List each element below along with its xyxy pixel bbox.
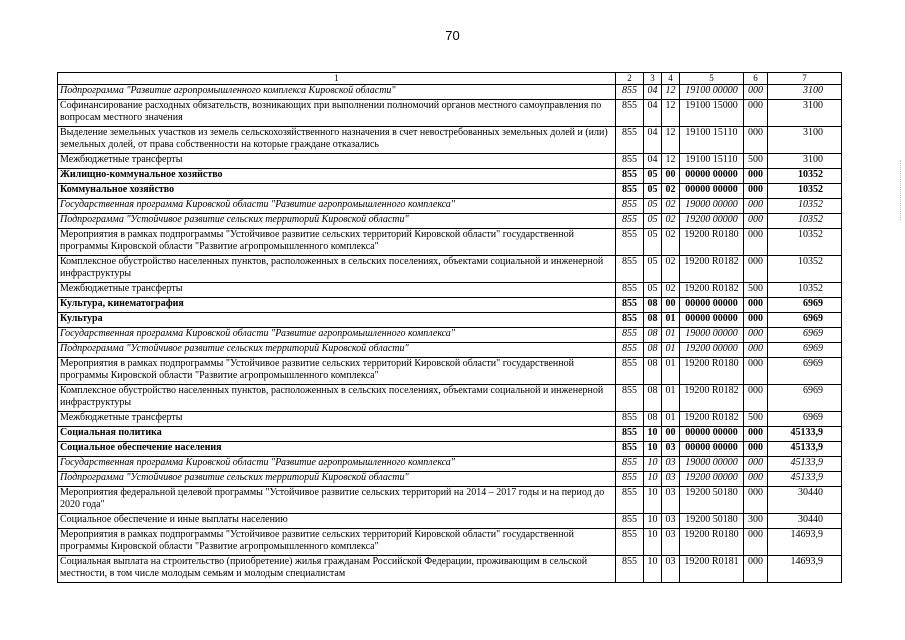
section-code-cell: 08 xyxy=(644,298,662,313)
ministry-code-cell: 855 xyxy=(616,229,644,256)
target-article-cell: 19100 15110 xyxy=(680,127,744,154)
table-header-row xyxy=(58,73,842,85)
amount-cell: 45133,9 xyxy=(768,472,842,487)
row-name-cell: Мероприятия в рамках подпрограммы "Устойчивое развитие сельских территорий Кировской области" государственной программы Кировской области "Развитие агропромышленного комплекса" xyxy=(58,358,616,385)
subsection-code-cell: 01 xyxy=(662,313,680,328)
target-article-cell: 19200 R0180 xyxy=(680,529,744,556)
expense-type-cell: 000 xyxy=(744,199,768,214)
amount-cell: 45133,9 xyxy=(768,457,842,472)
row-name-cell: Подпрограмма "Устойчивое развитие сельских территорий Кировской области" xyxy=(58,214,616,229)
row-name-cell: Жилищно-коммунальное хозяйство xyxy=(58,169,616,184)
table-row xyxy=(58,127,842,154)
amount-cell: 10352 xyxy=(768,184,842,199)
expense-type-cell: 500 xyxy=(744,283,768,298)
target-article-cell: 00000 00000 xyxy=(680,169,744,184)
column-header: 4 xyxy=(662,73,680,85)
target-article-cell: 00000 00000 xyxy=(680,298,744,313)
table-row xyxy=(58,442,842,457)
ministry-code-cell: 855 xyxy=(616,154,644,169)
subsection-code-cell: 00 xyxy=(662,298,680,313)
table-body xyxy=(58,73,842,583)
target-article-cell: 19200 R0182 xyxy=(680,412,744,427)
subsection-code-cell: 02 xyxy=(662,229,680,256)
ministry-code-cell: 855 xyxy=(616,214,644,229)
column-header: 3 xyxy=(644,73,662,85)
expense-type-cell: 000 xyxy=(744,427,768,442)
ministry-code-cell: 855 xyxy=(616,457,644,472)
ministry-code-cell: 855 xyxy=(616,529,644,556)
expense-type-cell: 000 xyxy=(744,256,768,283)
target-article-cell: 19200 R0180 xyxy=(680,358,744,385)
section-code-cell: 08 xyxy=(644,358,662,385)
target-article-cell: 19200 R0180 xyxy=(680,229,744,256)
expense-type-cell: 000 xyxy=(744,328,768,343)
target-article-cell: 19200 50180 xyxy=(680,514,744,529)
table-row xyxy=(58,283,842,298)
section-code-cell: 10 xyxy=(644,442,662,457)
section-code-cell: 04 xyxy=(644,127,662,154)
row-name-cell: Социальное обеспечение и иные выплаты населению xyxy=(58,514,616,529)
section-code-cell: 05 xyxy=(644,169,662,184)
table-row xyxy=(58,169,842,184)
section-code-cell: 08 xyxy=(644,385,662,412)
subsection-code-cell: 01 xyxy=(662,358,680,385)
subsection-code-cell: 12 xyxy=(662,127,680,154)
expense-type-cell: 300 xyxy=(744,514,768,529)
amount-cell: 14693,9 xyxy=(768,556,842,583)
table-row xyxy=(58,487,842,514)
table-row xyxy=(58,199,842,214)
subsection-code-cell: 03 xyxy=(662,472,680,487)
target-article-cell: 19200 R0181 xyxy=(680,556,744,583)
subsection-code-cell: 02 xyxy=(662,283,680,298)
ministry-code-cell: 855 xyxy=(616,556,644,583)
amount-cell: 10352 xyxy=(768,214,842,229)
target-article-cell: 19200 R0182 xyxy=(680,283,744,298)
section-code-cell: 08 xyxy=(644,343,662,358)
target-article-cell: 00000 00000 xyxy=(680,313,744,328)
ministry-code-cell: 855 xyxy=(616,412,644,427)
scan-margin-marks xyxy=(898,160,901,220)
row-name-cell: Подпрограмма "Развитие агропромышленного комплекса Кировской области" xyxy=(58,85,616,100)
ministry-code-cell: 855 xyxy=(616,313,644,328)
target-article-cell: 19200 R0182 xyxy=(680,256,744,283)
expense-type-cell: 000 xyxy=(744,313,768,328)
row-name-cell: Комплексное обустройство населенных пунктов, расположенных в сельских поселениях, объектами социальной и инженерной инфраструктуры xyxy=(58,385,616,412)
subsection-code-cell: 03 xyxy=(662,556,680,583)
ministry-code-cell: 855 xyxy=(616,487,644,514)
target-article-cell: 19000 00000 xyxy=(680,199,744,214)
subsection-code-cell: 03 xyxy=(662,529,680,556)
row-name-cell: Софинансирование расходных обязательств, возникающих при выполнении полномочий органов местного самоуправления по вопросам местного значения xyxy=(58,100,616,127)
section-code-cell: 08 xyxy=(644,328,662,343)
table-row xyxy=(58,229,842,256)
section-code-cell: 04 xyxy=(644,85,662,100)
ministry-code-cell: 855 xyxy=(616,298,644,313)
row-name-cell: Выделение земельных участков из земель сельскохозяйственного назначения в счет невостребованных земельных долей и (или) земельных долей, от права собственности на которые граждане отказались xyxy=(58,127,616,154)
expense-type-cell: 500 xyxy=(744,154,768,169)
amount-cell: 3100 xyxy=(768,154,842,169)
expense-type-cell: 000 xyxy=(744,184,768,199)
section-code-cell: 05 xyxy=(644,256,662,283)
table-row xyxy=(58,256,842,283)
row-name-cell: Социальная выплата на строительство (приобретение) жилья гражданам Российской Федерации, проживающим в сельской местности, в том числе молодым семьям и молодым специалистам xyxy=(58,556,616,583)
section-code-cell: 10 xyxy=(644,427,662,442)
section-code-cell: 08 xyxy=(644,412,662,427)
amount-cell: 45133,9 xyxy=(768,442,842,457)
ministry-code-cell: 855 xyxy=(616,85,644,100)
row-name-cell: Межбюджетные трансферты xyxy=(58,154,616,169)
subsection-code-cell: 03 xyxy=(662,442,680,457)
table-row xyxy=(58,529,842,556)
row-name-cell: Коммунальное хозяйство xyxy=(58,184,616,199)
section-code-cell: 10 xyxy=(644,529,662,556)
expense-type-cell: 000 xyxy=(744,358,768,385)
section-code-cell: 10 xyxy=(644,556,662,583)
amount-cell: 3100 xyxy=(768,85,842,100)
table-row xyxy=(58,298,842,313)
expense-type-cell: 000 xyxy=(744,343,768,358)
amount-cell: 6969 xyxy=(768,298,842,313)
subsection-code-cell: 01 xyxy=(662,328,680,343)
subsection-code-cell: 02 xyxy=(662,199,680,214)
table-row xyxy=(58,514,842,529)
row-name-cell: Государственная программа Кировской области "Развитие агропромышленного комплекса" xyxy=(58,199,616,214)
amount-cell: 6969 xyxy=(768,412,842,427)
subsection-code-cell: 00 xyxy=(662,169,680,184)
amount-cell: 10352 xyxy=(768,283,842,298)
ministry-code-cell: 855 xyxy=(616,256,644,283)
subsection-code-cell: 00 xyxy=(662,427,680,442)
column-header: 6 xyxy=(744,73,768,85)
ministry-code-cell: 855 xyxy=(616,283,644,298)
expense-type-cell: 000 xyxy=(744,127,768,154)
ministry-code-cell: 855 xyxy=(616,442,644,457)
target-article-cell: 19000 00000 xyxy=(680,457,744,472)
expense-type-cell: 000 xyxy=(744,169,768,184)
table-row xyxy=(58,427,842,442)
amount-cell: 6969 xyxy=(768,358,842,385)
expense-type-cell: 000 xyxy=(744,442,768,457)
subsection-code-cell: 03 xyxy=(662,487,680,514)
amount-cell: 14693,9 xyxy=(768,529,842,556)
subsection-code-cell: 12 xyxy=(662,100,680,127)
row-name-cell: Подпрограмма "Устойчивое развитие сельских территорий Кировской области" xyxy=(58,343,616,358)
page-number: 70 xyxy=(445,28,460,43)
budget-table xyxy=(57,72,842,583)
section-code-cell: 04 xyxy=(644,154,662,169)
amount-cell: 6969 xyxy=(768,328,842,343)
table-row xyxy=(58,100,842,127)
section-code-cell: 08 xyxy=(644,313,662,328)
amount-cell: 10352 xyxy=(768,199,842,214)
ministry-code-cell: 855 xyxy=(616,127,644,154)
amount-cell: 10352 xyxy=(768,169,842,184)
amount-cell: 45133,9 xyxy=(768,427,842,442)
target-article-cell: 00000 00000 xyxy=(680,427,744,442)
expense-type-cell: 000 xyxy=(744,556,768,583)
target-article-cell: 00000 00000 xyxy=(680,184,744,199)
row-name-cell: Культура xyxy=(58,313,616,328)
row-name-cell: Подпрограмма "Устойчивое развитие сельских территорий Кировской области" xyxy=(58,472,616,487)
column-header: 5 xyxy=(680,73,744,85)
ministry-code-cell: 855 xyxy=(616,385,644,412)
expense-type-cell: 000 xyxy=(744,85,768,100)
subsection-code-cell: 01 xyxy=(662,412,680,427)
ministry-code-cell: 855 xyxy=(616,328,644,343)
table-row xyxy=(58,358,842,385)
table-row xyxy=(58,328,842,343)
column-header: 7 xyxy=(768,73,842,85)
subsection-code-cell: 02 xyxy=(662,256,680,283)
amount-cell: 10352 xyxy=(768,229,842,256)
expense-type-cell: 500 xyxy=(744,412,768,427)
expense-type-cell: 000 xyxy=(744,487,768,514)
section-code-cell: 10 xyxy=(644,487,662,514)
ministry-code-cell: 855 xyxy=(616,100,644,127)
row-name-cell: Межбюджетные трансферты xyxy=(58,412,616,427)
expense-type-cell: 000 xyxy=(744,214,768,229)
target-article-cell: 19000 00000 xyxy=(680,328,744,343)
amount-cell: 6969 xyxy=(768,313,842,328)
section-code-cell: 04 xyxy=(644,100,662,127)
expense-type-cell: 000 xyxy=(744,472,768,487)
amount-cell: 3100 xyxy=(768,100,842,127)
target-article-cell: 19100 15000 xyxy=(680,100,744,127)
row-name-cell: Социальная политика xyxy=(58,427,616,442)
table-row xyxy=(58,385,842,412)
section-code-cell: 05 xyxy=(644,214,662,229)
table-row xyxy=(58,184,842,199)
row-name-cell: Мероприятия федеральной целевой программы "Устойчивое развитие сельских территорий на 2014 – 2017 годы и на период до 2020 года" xyxy=(58,487,616,514)
column-header: 1 xyxy=(58,73,616,85)
table-row xyxy=(58,472,842,487)
section-code-cell: 10 xyxy=(644,472,662,487)
section-code-cell: 05 xyxy=(644,184,662,199)
target-article-cell: 19200 00000 xyxy=(680,343,744,358)
table-row xyxy=(58,154,842,169)
table-row xyxy=(58,556,842,583)
amount-cell: 30440 xyxy=(768,514,842,529)
subsection-code-cell: 01 xyxy=(662,343,680,358)
section-code-cell: 05 xyxy=(644,229,662,256)
amount-cell: 10352 xyxy=(768,256,842,283)
amount-cell: 6969 xyxy=(768,343,842,358)
expense-type-cell: 000 xyxy=(744,100,768,127)
table-row xyxy=(58,85,842,100)
ministry-code-cell: 855 xyxy=(616,169,644,184)
subsection-code-cell: 02 xyxy=(662,214,680,229)
ministry-code-cell: 855 xyxy=(616,184,644,199)
row-name-cell: Комплексное обустройство населенных пунктов, расположенных в сельских поселениях, объектами социальной и инженерной инфраструктуры xyxy=(58,256,616,283)
subsection-code-cell: 03 xyxy=(662,457,680,472)
target-article-cell: 19100 15110 xyxy=(680,154,744,169)
table-row xyxy=(58,343,842,358)
expense-type-cell: 000 xyxy=(744,457,768,472)
subsection-code-cell: 01 xyxy=(662,385,680,412)
section-code-cell: 05 xyxy=(644,283,662,298)
table-row xyxy=(58,412,842,427)
subsection-code-cell: 02 xyxy=(662,184,680,199)
ministry-code-cell: 855 xyxy=(616,358,644,385)
row-name-cell: Межбюджетные трансферты xyxy=(58,283,616,298)
table-row xyxy=(58,313,842,328)
row-name-cell: Культура, кинематография xyxy=(58,298,616,313)
table-row xyxy=(58,214,842,229)
subsection-code-cell: 03 xyxy=(662,514,680,529)
target-article-cell: 19200 R0182 xyxy=(680,385,744,412)
row-name-cell: Мероприятия в рамках подпрограммы "Устойчивое развитие сельских территорий Кировской области" государственной программы Кировской области "Развитие агропромышленного комплекса" xyxy=(58,229,616,256)
target-article-cell: 19200 00000 xyxy=(680,214,744,229)
expense-type-cell: 000 xyxy=(744,298,768,313)
amount-cell: 6969 xyxy=(768,385,842,412)
target-article-cell: 00000 00000 xyxy=(680,442,744,457)
column-header: 2 xyxy=(616,73,644,85)
target-article-cell: 19200 00000 xyxy=(680,472,744,487)
ministry-code-cell: 855 xyxy=(616,199,644,214)
table-row xyxy=(58,457,842,472)
row-name-cell: Социальное обеспечение населения xyxy=(58,442,616,457)
subsection-code-cell: 12 xyxy=(662,85,680,100)
target-article-cell: 19200 50180 xyxy=(680,487,744,514)
expense-type-cell: 000 xyxy=(744,385,768,412)
expense-type-cell: 000 xyxy=(744,229,768,256)
section-code-cell: 10 xyxy=(644,514,662,529)
amount-cell: 30440 xyxy=(768,487,842,514)
ministry-code-cell: 855 xyxy=(616,427,644,442)
section-code-cell: 05 xyxy=(644,199,662,214)
expense-type-cell: 000 xyxy=(744,529,768,556)
row-name-cell: Государственная программа Кировской области "Развитие агропромышленного комплекса" xyxy=(58,457,616,472)
ministry-code-cell: 855 xyxy=(616,514,644,529)
amount-cell: 3100 xyxy=(768,127,842,154)
subsection-code-cell: 12 xyxy=(662,154,680,169)
row-name-cell: Мероприятия в рамках подпрограммы "Устойчивое развитие сельских территорий Кировской области" государственной программы Кировской области "Развитие агропромышленного комплекса" xyxy=(58,529,616,556)
row-name-cell: Государственная программа Кировской области "Развитие агропромышленного комплекса" xyxy=(58,328,616,343)
ministry-code-cell: 855 xyxy=(616,472,644,487)
section-code-cell: 10 xyxy=(644,457,662,472)
target-article-cell: 19100 00000 xyxy=(680,85,744,100)
ministry-code-cell: 855 xyxy=(616,343,644,358)
